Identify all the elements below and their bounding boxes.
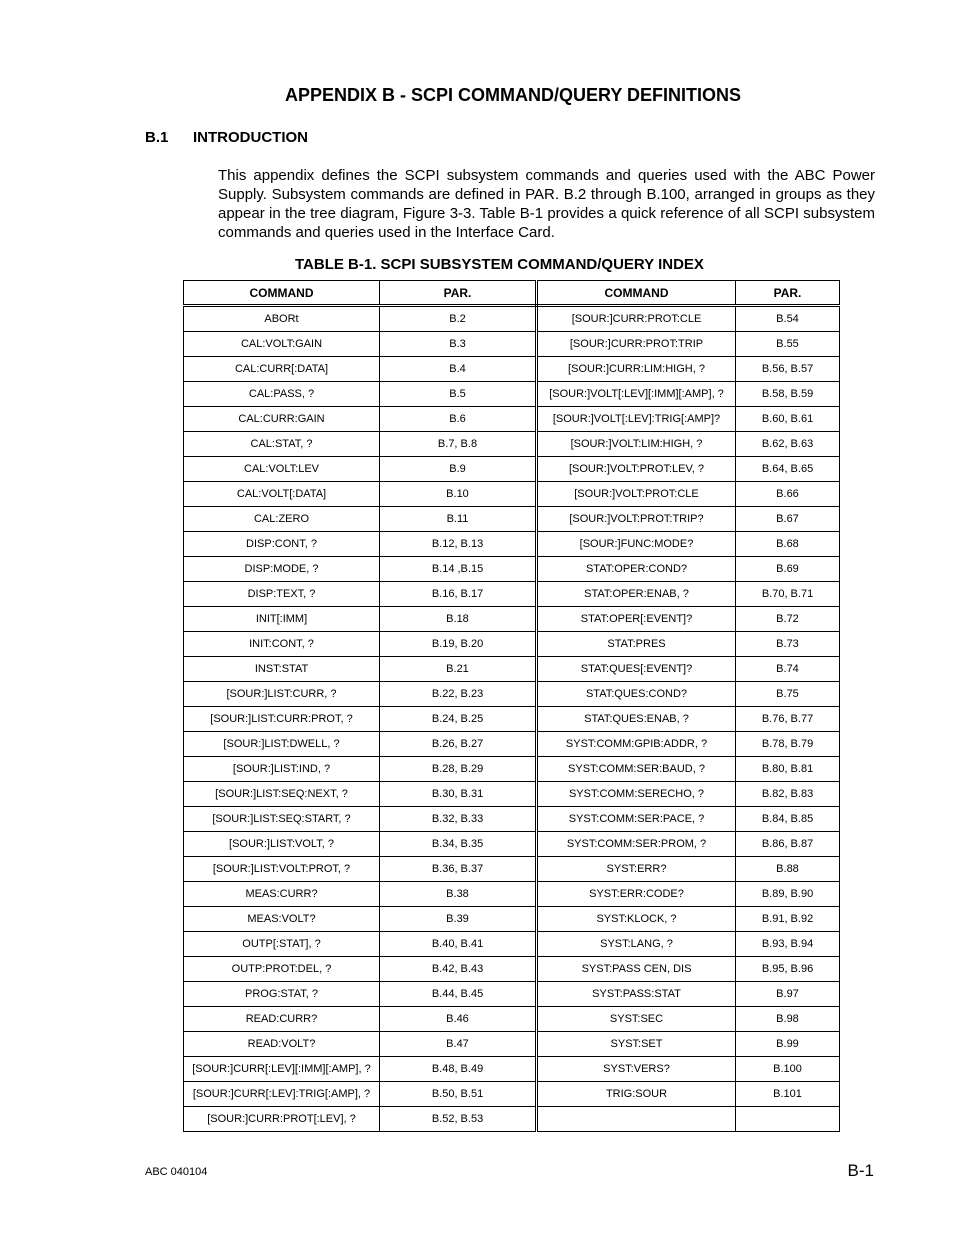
par-cell: B.98 [736, 1007, 840, 1032]
command-cell: PROG:STAT, ? [184, 982, 380, 1007]
column-header-par: PAR. [380, 281, 537, 306]
command-cell: [SOUR:]LIST:CURR:PROT, ? [184, 707, 380, 732]
par-cell: B.12, B.13 [380, 532, 537, 557]
table-row [184, 357, 840, 382]
par-cell: B.38 [380, 882, 537, 907]
page-number: B-1 [847, 1161, 874, 1180]
command-cell: CAL:CURR[:DATA] [184, 357, 380, 382]
par-cell: B.73 [736, 632, 840, 657]
command-cell: [SOUR:]LIST:CURR, ? [184, 682, 380, 707]
par-cell: B.44, B.45 [380, 982, 537, 1007]
command-cell: CAL:VOLT:LEV [184, 457, 380, 482]
par-cell: B.16, B.17 [380, 582, 537, 607]
table-row [184, 782, 840, 807]
command-cell: DISP:CONT, ? [184, 532, 380, 557]
column-header-command: COMMAND [184, 281, 380, 306]
par-cell: B.75 [736, 682, 840, 707]
command-cell: [SOUR:]LIST:VOLT:PROT, ? [184, 857, 380, 882]
par-cell: B.86, B.87 [736, 832, 840, 857]
command-index-table [183, 280, 840, 1132]
command-cell: DISP:MODE, ? [184, 557, 380, 582]
command-cell: CAL:STAT, ? [184, 432, 380, 457]
intro-paragraph: This appendix defines the SCPI subsystem commands and queries used with the ABC Power Supply. Subsystem commands are defined in PAR. B.2 through B.100, arranged in groups as they appear in the tree diagram, Figure 3-3. Table B-1 provides a quick reference of all SCPI subsystem commands and queries used in the Interface Card. [218, 167, 875, 241]
par-cell: B.76, B.77 [736, 707, 840, 732]
command-cell: SYST:COMM:SER:PACE, ? [537, 807, 736, 832]
table-row [184, 982, 840, 1007]
table-row [184, 907, 840, 932]
table-row [184, 707, 840, 732]
command-cell: SYST:ERR:CODE? [537, 882, 736, 907]
par-cell: B.100 [736, 1057, 840, 1082]
par-cell: B.6 [380, 407, 537, 432]
table-row [184, 632, 840, 657]
command-cell: [SOUR:]VOLT:PROT:CLE [537, 482, 736, 507]
par-cell: B.64, B.65 [736, 457, 840, 482]
command-cell: [SOUR:]VOLT:LIM:HIGH, ? [537, 432, 736, 457]
table-row [184, 382, 840, 407]
section-number: B.1 [145, 129, 169, 146]
command-cell: STAT:OPER[:EVENT]? [537, 607, 736, 632]
par-cell: B.101 [736, 1082, 840, 1107]
command-cell: [SOUR:]FUNC:MODE? [537, 532, 736, 557]
par-cell: B.40, B.41 [380, 932, 537, 957]
par-cell: B.60, B.61 [736, 407, 840, 432]
column-header-par: PAR. [736, 281, 840, 306]
command-cell: [SOUR:]CURR:LIM:HIGH, ? [537, 357, 736, 382]
par-cell: B.11 [380, 507, 537, 532]
par-cell: B.32, B.33 [380, 807, 537, 832]
table-row [184, 557, 840, 582]
par-cell: B.36, B.37 [380, 857, 537, 882]
par-cell: B.7, B.8 [380, 432, 537, 457]
command-cell: READ:CURR? [184, 1007, 380, 1032]
par-cell: B.47 [380, 1032, 537, 1057]
par-cell: B.62, B.63 [736, 432, 840, 457]
command-cell: SYST:PASS:STAT [537, 982, 736, 1007]
par-cell: B.69 [736, 557, 840, 582]
par-cell: B.52, B.53 [380, 1107, 537, 1132]
table-header-row [184, 281, 840, 306]
command-cell: SYST:SET [537, 1032, 736, 1057]
table-row [184, 932, 840, 957]
command-cell: SYST:LANG, ? [537, 932, 736, 957]
par-cell: B.78, B.79 [736, 732, 840, 757]
command-cell: SYST:COMM:SER:BAUD, ? [537, 757, 736, 782]
command-cell: SYST:VERS? [537, 1057, 736, 1082]
section-title: INTRODUCTION [193, 129, 308, 146]
table-row [184, 407, 840, 432]
par-cell: B.5 [380, 382, 537, 407]
command-cell: [SOUR:]VOLT[:LEV]:TRIG[:AMP]? [537, 407, 736, 432]
par-cell: B.3 [380, 332, 537, 357]
table-row [184, 1082, 840, 1107]
par-cell: B.66 [736, 482, 840, 507]
par-cell: B.55 [736, 332, 840, 357]
table-row [184, 607, 840, 632]
command-cell: [SOUR:]VOLT[:LEV][:IMM][:AMP], ? [537, 382, 736, 407]
appendix-title: APPENDIX B - SCPI COMMAND/QUERY DEFINITIONS [285, 85, 742, 105]
command-cell: [SOUR:]VOLT:PROT:LEV, ? [537, 457, 736, 482]
command-cell: CAL:VOLT[:DATA] [184, 482, 380, 507]
table-row [184, 1032, 840, 1057]
par-cell: B.91, B.92 [736, 907, 840, 932]
table-row [184, 482, 840, 507]
par-cell: B.56, B.57 [736, 357, 840, 382]
command-cell: [SOUR:]LIST:SEQ:START, ? [184, 807, 380, 832]
par-cell: B.72 [736, 607, 840, 632]
par-cell: B.2 [380, 306, 537, 332]
command-cell: STAT:QUES:COND? [537, 682, 736, 707]
command-cell: OUTP:PROT:DEL, ? [184, 957, 380, 982]
table-row [184, 807, 840, 832]
table-row [184, 657, 840, 682]
command-cell: ABORt [184, 306, 380, 332]
par-cell: B.95, B.96 [736, 957, 840, 982]
par-cell: B.74 [736, 657, 840, 682]
command-cell: READ:VOLT? [184, 1032, 380, 1057]
command-cell: [SOUR:]CURR:PROT:TRIP [537, 332, 736, 357]
command-cell: SYST:COMM:GPIB:ADDR, ? [537, 732, 736, 757]
table-body [184, 306, 840, 1132]
par-cell: B.14 ,B.15 [380, 557, 537, 582]
command-cell: [SOUR:]LIST:DWELL, ? [184, 732, 380, 757]
par-cell: B.67 [736, 507, 840, 532]
par-cell: B.88 [736, 857, 840, 882]
par-cell: B.97 [736, 982, 840, 1007]
par-cell: B.93, B.94 [736, 932, 840, 957]
table-row [184, 1057, 840, 1082]
par-cell: B.9 [380, 457, 537, 482]
command-cell: STAT:PRES [537, 632, 736, 657]
command-cell: SYST:ERR? [537, 857, 736, 882]
par-cell: B.18 [380, 607, 537, 632]
table-row [184, 306, 840, 332]
command-cell: SYST:SEC [537, 1007, 736, 1032]
par-cell: B.24, B.25 [380, 707, 537, 732]
par-cell: B.39 [380, 907, 537, 932]
command-cell: INIT:CONT, ? [184, 632, 380, 657]
command-cell: STAT:OPER:ENAB, ? [537, 582, 736, 607]
command-cell: SYST:COMM:SERECHO, ? [537, 782, 736, 807]
column-header-command: COMMAND [537, 281, 736, 306]
command-cell: [SOUR:]LIST:VOLT, ? [184, 832, 380, 857]
par-cell [736, 1107, 840, 1132]
par-cell: B.89, B.90 [736, 882, 840, 907]
par-cell: B.70, B.71 [736, 582, 840, 607]
command-cell: CAL:ZERO [184, 507, 380, 532]
command-cell: CAL:PASS, ? [184, 382, 380, 407]
table-row [184, 432, 840, 457]
par-cell: B.26, B.27 [380, 732, 537, 757]
table-row [184, 1107, 840, 1132]
command-cell: SYST:KLOCK, ? [537, 907, 736, 932]
par-cell: B.54 [736, 306, 840, 332]
par-cell: B.21 [380, 657, 537, 682]
command-cell: [SOUR:]VOLT:PROT:TRIP? [537, 507, 736, 532]
table-row [184, 732, 840, 757]
table-caption: TABLE B-1. SCPI SUBSYSTEM COMMAND/QUERY INDEX [295, 256, 704, 273]
command-cell: [SOUR:]CURR[:LEV]:TRIG[:AMP], ? [184, 1082, 380, 1107]
par-cell: B.50, B.51 [380, 1082, 537, 1107]
command-cell: OUTP[:STAT], ? [184, 932, 380, 957]
command-cell: STAT:OPER:COND? [537, 557, 736, 582]
command-cell: [SOUR:]LIST:SEQ:NEXT, ? [184, 782, 380, 807]
par-cell: B.19, B.20 [380, 632, 537, 657]
command-cell: [SOUR:]LIST:IND, ? [184, 757, 380, 782]
par-cell: B.48, B.49 [380, 1057, 537, 1082]
table-row [184, 832, 840, 857]
par-cell: B.46 [380, 1007, 537, 1032]
table-row [184, 457, 840, 482]
par-cell: B.34, B.35 [380, 832, 537, 857]
par-cell: B.10 [380, 482, 537, 507]
command-cell: CAL:CURR:GAIN [184, 407, 380, 432]
command-cell: TRIG:SOUR [537, 1082, 736, 1107]
command-cell: INST:STAT [184, 657, 380, 682]
command-cell: STAT:QUES:ENAB, ? [537, 707, 736, 732]
par-cell: B.28, B.29 [380, 757, 537, 782]
footer-doc-id: ABC 040104 [145, 1166, 208, 1178]
command-cell: [SOUR:]CURR:PROT[:LEV], ? [184, 1107, 380, 1132]
table-row [184, 957, 840, 982]
table-row [184, 507, 840, 532]
table-row [184, 757, 840, 782]
par-cell: B.30, B.31 [380, 782, 537, 807]
par-cell: B.22, B.23 [380, 682, 537, 707]
par-cell: B.84, B.85 [736, 807, 840, 832]
command-cell: [SOUR:]CURR:PROT:CLE [537, 306, 736, 332]
table-row [184, 582, 840, 607]
par-cell: B.68 [736, 532, 840, 557]
table-row [184, 682, 840, 707]
table-row [184, 1007, 840, 1032]
table-row [184, 857, 840, 882]
command-cell [537, 1107, 736, 1132]
command-cell: SYST:PASS CEN, DIS [537, 957, 736, 982]
command-cell: [SOUR:]CURR[:LEV][:IMM][:AMP], ? [184, 1057, 380, 1082]
command-cell: MEAS:VOLT? [184, 907, 380, 932]
command-cell: INIT[:IMM] [184, 607, 380, 632]
table-row [184, 332, 840, 357]
par-cell: B.4 [380, 357, 537, 382]
table-row [184, 882, 840, 907]
par-cell: B.99 [736, 1032, 840, 1057]
par-cell: B.58, B.59 [736, 382, 840, 407]
command-cell: CAL:VOLT:GAIN [184, 332, 380, 357]
command-cell: MEAS:CURR? [184, 882, 380, 907]
command-cell: DISP:TEXT, ? [184, 582, 380, 607]
par-cell: B.42, B.43 [380, 957, 537, 982]
table-row [184, 532, 840, 557]
command-cell: STAT:QUES[:EVENT]? [537, 657, 736, 682]
par-cell: B.80, B.81 [736, 757, 840, 782]
command-cell: SYST:COMM:SER:PROM, ? [537, 832, 736, 857]
par-cell: B.82, B.83 [736, 782, 840, 807]
